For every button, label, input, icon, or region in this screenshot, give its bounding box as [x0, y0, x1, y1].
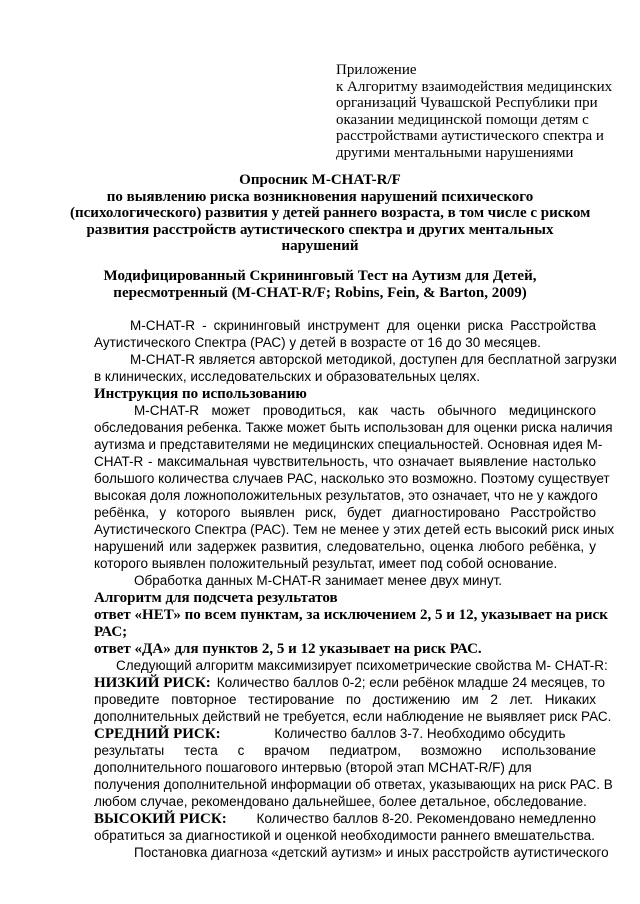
- processing-note: Обработка данных M-CHAT-R занимает менее двух минут.: [134, 573, 503, 588]
- appendix-line: Приложение: [336, 62, 417, 78]
- subtitle-line: пересмотренный (M-CHAT-R/F; Robins, Fein, & Barton, 2009): [113, 284, 527, 301]
- low-risk-row: [94, 675, 605, 692]
- appendix-line: организаций Чувашской Республики при: [336, 95, 598, 111]
- algorithm-heading: Алгоритм для подсчета результатов: [94, 590, 338, 606]
- title-line: нарушений: [281, 238, 359, 254]
- rule-yes: ответ «ДА» для пунктов 2, 5 и 12 указывает на риск РАС.: [94, 641, 482, 657]
- title-line: по выявлению риска возникновения нарушений психического: [106, 188, 534, 205]
- medium-risk-line: любом случае, рекомендовано дальнейшее, более детальное, обследование.: [94, 794, 587, 809]
- intro-line: в клинических, исследовательских и образовательных целях.: [94, 369, 480, 384]
- title-line: Опросник М-CHAT-R/F: [239, 172, 401, 188]
- document-body: [94, 318, 617, 862]
- medium-risk-text: Количество баллов 3-7. Необходимо обсудить: [274, 726, 566, 741]
- diagnosis-line: Постановка диагноза «детский аутизм» и иных расстройств аутистического: [134, 845, 609, 860]
- high-risk-line: обратиться за диагностикой и оценкой необходимости раннего вмешательства.: [94, 828, 595, 843]
- instruction-line: высокая доля ложноположительных результатов, это означает, что не у каждого: [94, 488, 598, 503]
- instruction-heading: Инструкция по использованию: [94, 386, 307, 402]
- intro-line: M-CHAT-R - скрининговый инструмент для оценки риска Расстройства: [130, 318, 596, 333]
- low-risk-line: проведите повторное тестирование по достижению им 2 лет. Никаких: [94, 692, 596, 707]
- instruction-line: большого количества случаев РАС, насколько это возможно. Поэтому существует: [94, 471, 610, 486]
- appendix-line: к Алгоритму взаимодействия медицинских: [336, 78, 613, 95]
- document-title: [70, 172, 591, 255]
- instruction-line: аутизма и представителями не медицинских специальностей. Основная идея М-: [94, 437, 603, 452]
- instruction-line: которого выявлен положительный результат, имеет под собой основание.: [94, 556, 558, 571]
- medium-risk-row: [94, 726, 596, 743]
- appendix-line: оказании медицинской помощи детям с: [336, 111, 589, 128]
- instruction-line: CHAT-R - максимальная чувствительность, что означает выявление настолько: [94, 454, 596, 469]
- high-risk-row: [94, 811, 596, 828]
- algorithm-intro: Следующий алгоритм максимизирует психометрические свойства M- CHAT-R:: [116, 658, 608, 673]
- medium-risk-line: дополнительного пошагового интервью (второй этап MCHAT-R/F) для: [94, 760, 532, 775]
- low-risk-text: Количество баллов 0-2; если ребёнок младше 24 месяцев, то: [216, 675, 605, 690]
- document-subtitle: [70, 268, 570, 301]
- instruction-line: обследования ребенка. Также может быть использован для оценки риска наличия: [94, 420, 613, 435]
- intro-line: Аутистического Спектра (РАС) у детей в возрасте от 16 до 30 месяцев.: [94, 335, 541, 350]
- medium-risk-label: СРЕДНИЙ РИСК:: [94, 726, 221, 742]
- medium-risk-line: получения дополнительной информации об ответах, указывающих на риск РАС. В: [94, 777, 613, 792]
- medium-risk-line: результаты теста с врачом педиатром, возможно использование: [94, 743, 596, 758]
- appendix-line: расстройствами аутистического спектра и: [336, 128, 604, 144]
- title-line: развития расстройств аутистического спектра и других ментальных: [86, 221, 554, 238]
- intro-line: M-CHAT-R является авторской методикой, доступен для бесплатной загрузки: [130, 352, 617, 367]
- high-risk-text: Количество баллов 8-20. Рекомендовано немедленно: [256, 811, 596, 826]
- subtitle-line: Модифицированный Скрининговый Тест на Аутизм для Детей,: [103, 268, 537, 284]
- instruction-line: M-CHAT-R может проводиться, как часть обычного медицинского: [134, 403, 596, 418]
- rule-no: РАС;: [94, 624, 128, 640]
- appendix-line: другими ментальными нарушениями: [336, 144, 574, 161]
- high-risk-label: ВЫСОКИЙ РИСК:: [94, 811, 227, 827]
- instruction-line: ребёнка, у которого выявлен риск, будет диагностировано Расстройство: [94, 505, 596, 520]
- low-risk-line: дополнительных действий не требуется, если наблюдение не выявляет риск РАС.: [94, 709, 612, 724]
- instruction-line: Аутистического Спектра (РАС). Тем не менее у этих детей есть высокий риск иных: [94, 522, 615, 537]
- title-line: (психологического) развития у детей раннего возраста, в том числе с риском: [70, 205, 591, 221]
- instruction-line: нарушений или задержек развития, следовательно, оценка любого ребёнка, у: [94, 539, 596, 554]
- rule-no: ответ «НЕТ» по всем пунктам, за исключением 2, 5 и 12, указывает на риск: [94, 607, 608, 623]
- appendix-block: [336, 62, 613, 161]
- low-risk-label: НИЗКИЙ РИСК:: [94, 675, 211, 691]
